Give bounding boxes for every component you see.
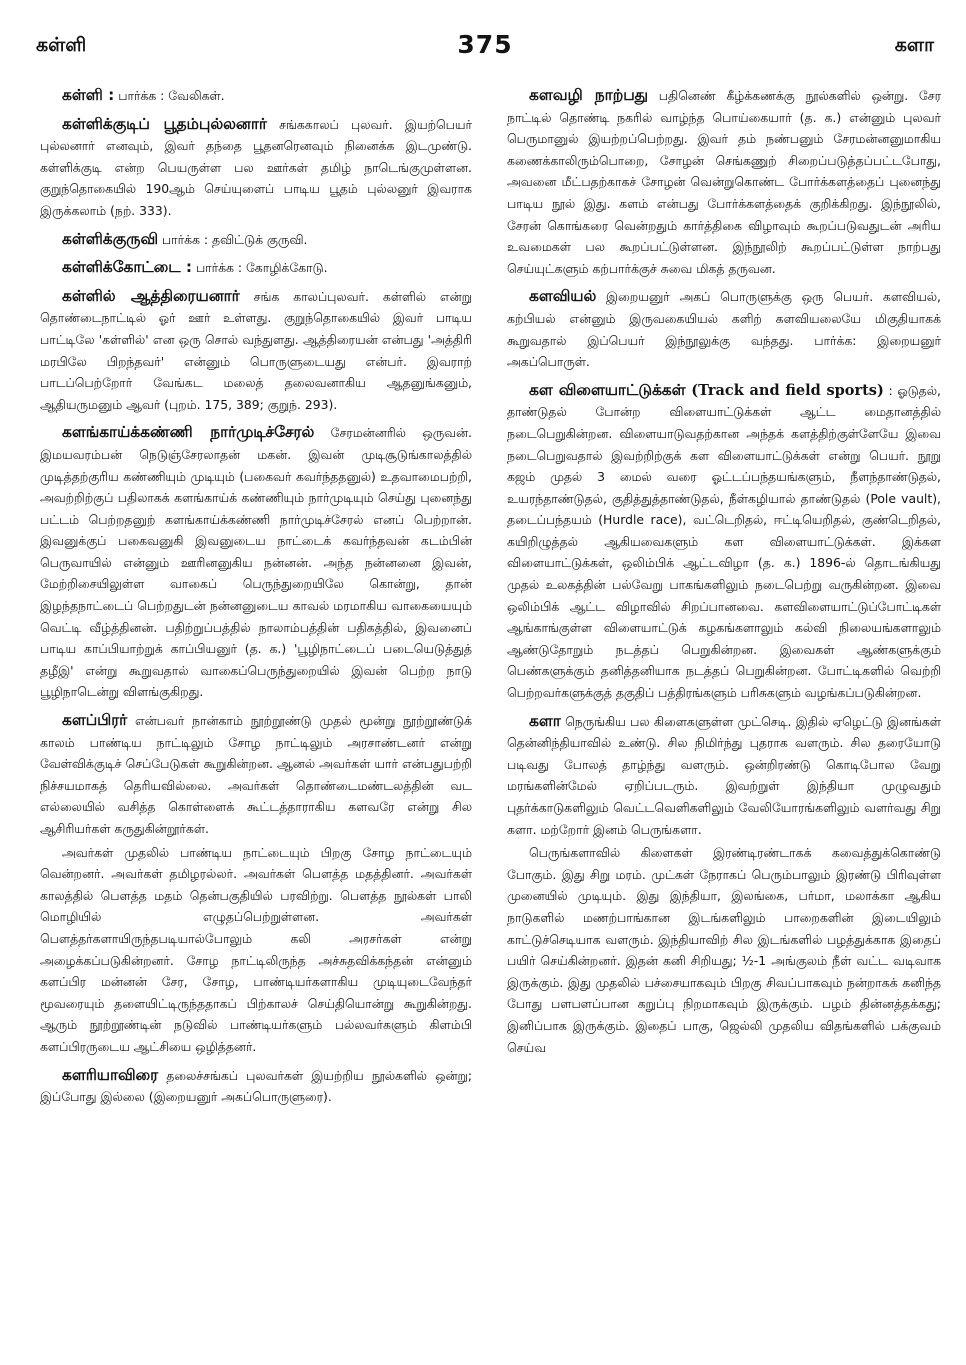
entry-headword: கள்ளில் ஆத்திரையனார் bbox=[62, 286, 240, 305]
entry-headword: களா bbox=[529, 711, 561, 730]
entry-text: : ஓடுதல், தாண்டுதல் போன்ற விளையாட்டுக்கள் ஆட்ட மைதானத்தில் நடைபெறுகின்றன. விளையாடுவதற்கான அந்தக் களத்திற்குள்ளேயே இவை நடைபெறுவதால் இவற்றிற்குக் கள விளையாட்டுக்கள் என்று பெயர். நூறு கஜம் முதல் 3 மைல் வரை ஓட்டப்பந்தயங்களும், நீளந்தாண்டுதல், உயரந்தாண்டுதல், குதித்துத்தாண்டுதல், நீள்கழியால் தாண்டுதல் (Pole vault), தடைப்பந்தயம் (Hurdle race), வட்டெறிதல், ஈட்டியெறிதல், குண்டெறிதல், கயிறிழுத்தல் ஆகியவைகளும் கள விளையாட்டுக்கள். இக்கள விளையாட்டுக்கள், ஒலிம்பிக் ஆட்டவிழா (த. க.) 1896-ல் தொடங்கியது முதல் உலகத்தின் பல்வேறு பாகங்களிலும் நடைபெற்று வருகின்றன. இவை ஒலிம்பிக் ஆட்ட விழாவில் சிறப்பானவை. களவிளையாட்டுப்போட்டிகள் ஆங்காங்குள்ள விளையாட்டுக் கழகங்களாலும் கல்வி நிலையங்களாலும் ஆண்டுதோறும் நடத்தப் பெறுகின்றன. இவைகள் ஆண்களுக்கும் பெண்களுக்கும் தனித்தனியாக நடத்தப் பெறுகின்றன. போட்டிகளில் வெற்றி பெற்றவர்களுக்குத் தகுதிப் பத்திரங்களும் பரிசுகளும் வழங்கப்படுகின்றன. bbox=[507, 382, 941, 701]
entry-kalariyavirai bbox=[40, 1064, 472, 1108]
entry-text: தலைச்சங்கப் புலவர்கள் இயற்றிய நூல்களில் ஒன்று; இப்போது இல்லை (இறையனுர் அகப்பொருளுரை). bbox=[40, 1067, 472, 1105]
entry-text: என்பவர் நான்காம் நூற்றூண்டு முதல் மூன்று நூற்றூண்டுக் காலம் பாண்டிய நாட்டிலும் சோழ நாட்டிலும் அரசாண்டனர் என்று வேள்விக்குடிச் செப்பேடுகள் கூறுகின்றன. ஆனல் அவர்கள் யார் என்பதுபற்றி நிச்சயமாகத் தெரியவில்லை. அவர்கள் தொண்டைமண்டலத்தின் வட எல்லையில் வசித்த கொள்ளைக் கூட்டத்தாராகிய களவரே என்று சில ஆசிரியர்கள் கருதுகின்றூர்கள். bbox=[40, 713, 472, 836]
entry-kallikkuruvi bbox=[40, 228, 472, 251]
entry-kala bbox=[507, 710, 941, 1059]
entry-headword: கள்ளிக்குருவி bbox=[62, 229, 158, 248]
entry-text: பார்க்க : வேலிகள். bbox=[118, 88, 225, 103]
entry-text: பார்க்க : கோழிக்கோடு. bbox=[195, 260, 328, 276]
entry-kalaviyal bbox=[507, 285, 941, 372]
entry-headword: கள்ளி : bbox=[62, 86, 115, 104]
entry-kala-vilaiyattukkal bbox=[507, 379, 941, 704]
entry-kallil-athiraiyanar bbox=[40, 285, 472, 416]
entry-headword: கள்ளிக்கோட்டை : bbox=[62, 258, 192, 277]
left-column bbox=[40, 84, 472, 1356]
entry-text: பதினெண் கீழ்க்கணக்கு நூல்களில் ஒன்று. சேர நாட்டில் தொண்டி நகரில் வாழ்ந்த பொய்கையார் (த. க.) என்னும் புலவர் பெருமானுல் இயற்றப்பெற்றது. இவர் தம் நண்பனும் சேரமன்னனுமாகிய கணைக்காலிரும்பொறை, சோழன் செங்கணுற் சிறைப்படுத்தப்பட்டபோது, அவனை மீட்பதற்காகச் சோழன் வென்றுகொண்ட போர்க்களத்தைப் புனைந்து பாடிய நூல் இது. களம் என்பது போர்க்களத்தைக் குறிக்கிறது. இந்நூலில், சேரன் கொங்கரை வென்றதும் கார்த்திகை விழாவும் கூறப்படுவதுடன் அரிய உவமைகள் பல கூறப்பட்டுள்ளன. இந்நூலிற் கூறப்பட்டுள்ள நாற்பது செய்யுட்களும் கற்பார்க்குச் சுவை மிகத் தருவன. bbox=[507, 88, 941, 276]
entry-kallikkottai bbox=[40, 256, 472, 279]
right-column bbox=[507, 84, 941, 1356]
entry-text: பார்க்க : தவிட்டுக் குருவி. bbox=[161, 231, 308, 247]
entry-headword-english: (Track and field sports) bbox=[685, 381, 884, 399]
entry-headword: களவியல் bbox=[529, 287, 597, 306]
entry-text: நெருங்கிய பல கிளைகளுள்ள முட்செடி. இதில் ஏழெட்டு இனங்கள் தென்னிந்தியாவில் உண்டு. சில நிமிர்ந்து புதராக வளரும். சில தரையோடு படிவது போலத் தாழ்ந்து வளரும். ஒன்றிரண்டு கொடிபோல வேறு மரங்களின்மேல் ஏறிப்படரும். இவற்றுள் இந்தியா முழுவதும் புதர்க்காடுகளிலும் வெட்டவெளிகளிலும் வேலியோரங்களிலும் வளர்வது சிறு களா. மற்றோர் இனம் பெருங்களா. bbox=[507, 713, 941, 837]
entry-kalli bbox=[40, 84, 472, 107]
entry-headword: களரியாவிரை bbox=[62, 1065, 159, 1084]
entry-kallikkudi-poothampullanar bbox=[40, 113, 472, 222]
entry-headword: கள்ளிக்குடிப் பூதம்புல்லனார் bbox=[62, 114, 267, 133]
page-number: 375 bbox=[457, 30, 513, 59]
right-guide-word: களா bbox=[894, 34, 934, 56]
entry-paragraph: அவர்கள் முதலில் பாண்டிய நாட்டையும் பிறகு சோழ நாட்டையும் வென்றனர். அவர்கள் தமிழரல்லர். அவர்கள் பௌத்த மதத்தினர். அவர்கள் காலத்தில் பௌத்த மதம் தென்பகுதியில் பரவிற்று. பௌத்த நூல்கள் பாலி மொழியில் எழுதப்பெற்றுள்ளன. அவர்கள் பௌத்தர்களாயிருந்தபடியால்போலும் கலி அரசர்கள் என்று அழைக்கப்படுகின்றனர். சோழ நாட்டிலிருந்த அச்சுதவிக்கந்தன் என்னும் களப்பிர மன்னன் சேர, சோழ, பாண்டியர்களாகிய முடியுடைவேந்தர் மூவரையும் தளையிட்டிருந்ததாகப் பிற்காலச் செய்தியொன்று கூறுகின்றது. ஆரும் நூற்றூண்டின் நடுவில் பாண்டியர்களும் பல்லவர்களும் கிளம்பி களப்பிரருடைய ஆட்சியை ஒழித்தனர். bbox=[40, 844, 472, 1054]
entry-headword: கள விளையாட்டுக்கள் bbox=[529, 380, 686, 399]
running-head bbox=[36, 30, 934, 64]
entry-headword: களவழி நாற்பது bbox=[529, 86, 648, 104]
entry-kalangaikkanni-narmudicheral bbox=[40, 421, 472, 703]
entry-text: இறையனுர் அகப் பொருளுக்கு ஒரு பெயர். களவியல், கற்பியல் என்னும் இருவகையியல் களிற் களவியலையே மிகுதியாகக் கூறுவதால் இப்பெயர் இந்நூலுக்கு வந்தது. பார்க்க: இறையனுர் அகப்பொருள். bbox=[507, 289, 941, 370]
entry-kalappirar bbox=[40, 709, 472, 1058]
left-guide-word: கள்ளி bbox=[36, 34, 87, 56]
entry-paragraph: பெருங்களாவில் கிளைகள் இரண்டிரண்டாகக் கவைத்துக்கொண்டு போகும். இது சிறு மரம். முட்கள் நேராகப் பெரும்பாலும் இரண்டு பிரிவுள்ள முனையில் முடியும். இது இந்தியா, இலங்கை, பர்மா, மலாக்கா ஆகிய நாடுகளில் மணற்பாங்கான இடங்களிலும் பாறைகளின் இடையிலும் காட்டுச்செடியாக வளரும். இந்தியாவிற் சில இடங்களில் பழத்துக்காக இதைப் பயிர் செய்கின்றனர். இதன் கனி சிறியது; ½-1 அங்குலம் நீள் வட்ட வடிவாக இருக்கும். இது முதலில் பச்சையாகவும் பிறகு சிவப்பாகவும் நன்றாகக் கனிந்த போது பளபளப்பான கறுப்பு நிறமாகவும் இருக்கும். பழம் தின்னத்தக்கது; இனிப்பாக இருக்கும். இதைப் பாகு, ஜெல்லி முதலிய விதங்களில் பக்குவம் செய்வ bbox=[507, 845, 941, 1055]
entry-text: சேரமன்னரில் ஒருவன். இமயவரம்பன் நெடுஞ்சேரலாதன் மகன். இவன் முடிசூடுங்காலத்தில் முடித்தற்குரிய கண்ணியும் முடியும் (பகைவர் கவர்ந்ததனுல்) உதவாமைபற்றி, அவற்றிற்குப் பதிலாகக் களங்காய்க் கண்ணியும் நார்முடியும் செய்து புனைந்து பட்டம் பெற்றதனுற் களங்காய்க்கண்ணி நார்முடிச்சேரல் எனப் பெற்றான். இவனுக்குப் பகைவனுகி இவனுடைய நாட்டைக் கவர்ந்தவன் கடம்பின் பெருவாயில் என்னும் ஊரினனுகிய நன்னன். அந்த நன்னனை இவன், மேற்றிசையிலுள்ள வாகைப் பெருந்துறையிலே கொன்று, தான் இழந்தநாட்டைப் பெற்றதுடன் நன்னனுடைய காவல் மரமாகிய வாகையையும் வெட்டி வீழ்த்தினன். பதிற்றுப்பத்தில் நாலாம்பத்தின் பதிகத்தில், இவனைப் பாடிய காப்பியாற்றுக் காப்பியனுர் (த. க.) 'பூழிநாட்டைப் படையெடுத்துத் தழீஇ' என்று கூறுவதால் வாகைப்பெருந்துறையில் இவன் பெற்ற நாடு பூழிநாடென்று விளங்குகிறது. bbox=[40, 425, 472, 700]
entry-text: சங்ககாலப் புலவர். இயற்பெயர் புல்லனார் எனவும், இவர் தந்தை பூதனரெனவும் நினைக்க இடமுண்டு. கள்ளிக்குடி என்ற பெயருள்ள பல ஊர்கள் தமிழ் நாடெங்குமுள்ளன. குறுந்தொகையில் 190ஆம் செய்யுளைப் பாடிய பூதம் புல்லனுர் இவராக இருக்கலாம் (நற். 333). bbox=[40, 116, 472, 218]
entry-headword: களங்காய்க்கண்ணி நார்முடிச்சேரல் bbox=[62, 423, 315, 442]
entry-headword: களப்பிரர் bbox=[62, 711, 128, 730]
entry-text: சங்க காலப்புலவர். கள்ளில் என்று தொண்டைநாட்டில் ஓர் ஊர் உள்ளது. குறுந்தொகையில் இவர் பாடிய பாட்டிலே 'கள்ளில்' என ஒரு சொல் வந்துளது. ஆத்திரையன் என்பது 'அத்திரி மரபிலே பிறந்தவர்' என்னும் பொருளுடையது என்பர். இவராற் பாடப்பெற்றோர் வேங்கட மலைத் தலைவனாகிய ஆதனுங்கனும், ஆதியருமனும் ஆவர் (புறம். 175, 389; குறுந். 293). bbox=[40, 288, 472, 412]
entry-kalavazhi-narpathu bbox=[507, 84, 941, 279]
